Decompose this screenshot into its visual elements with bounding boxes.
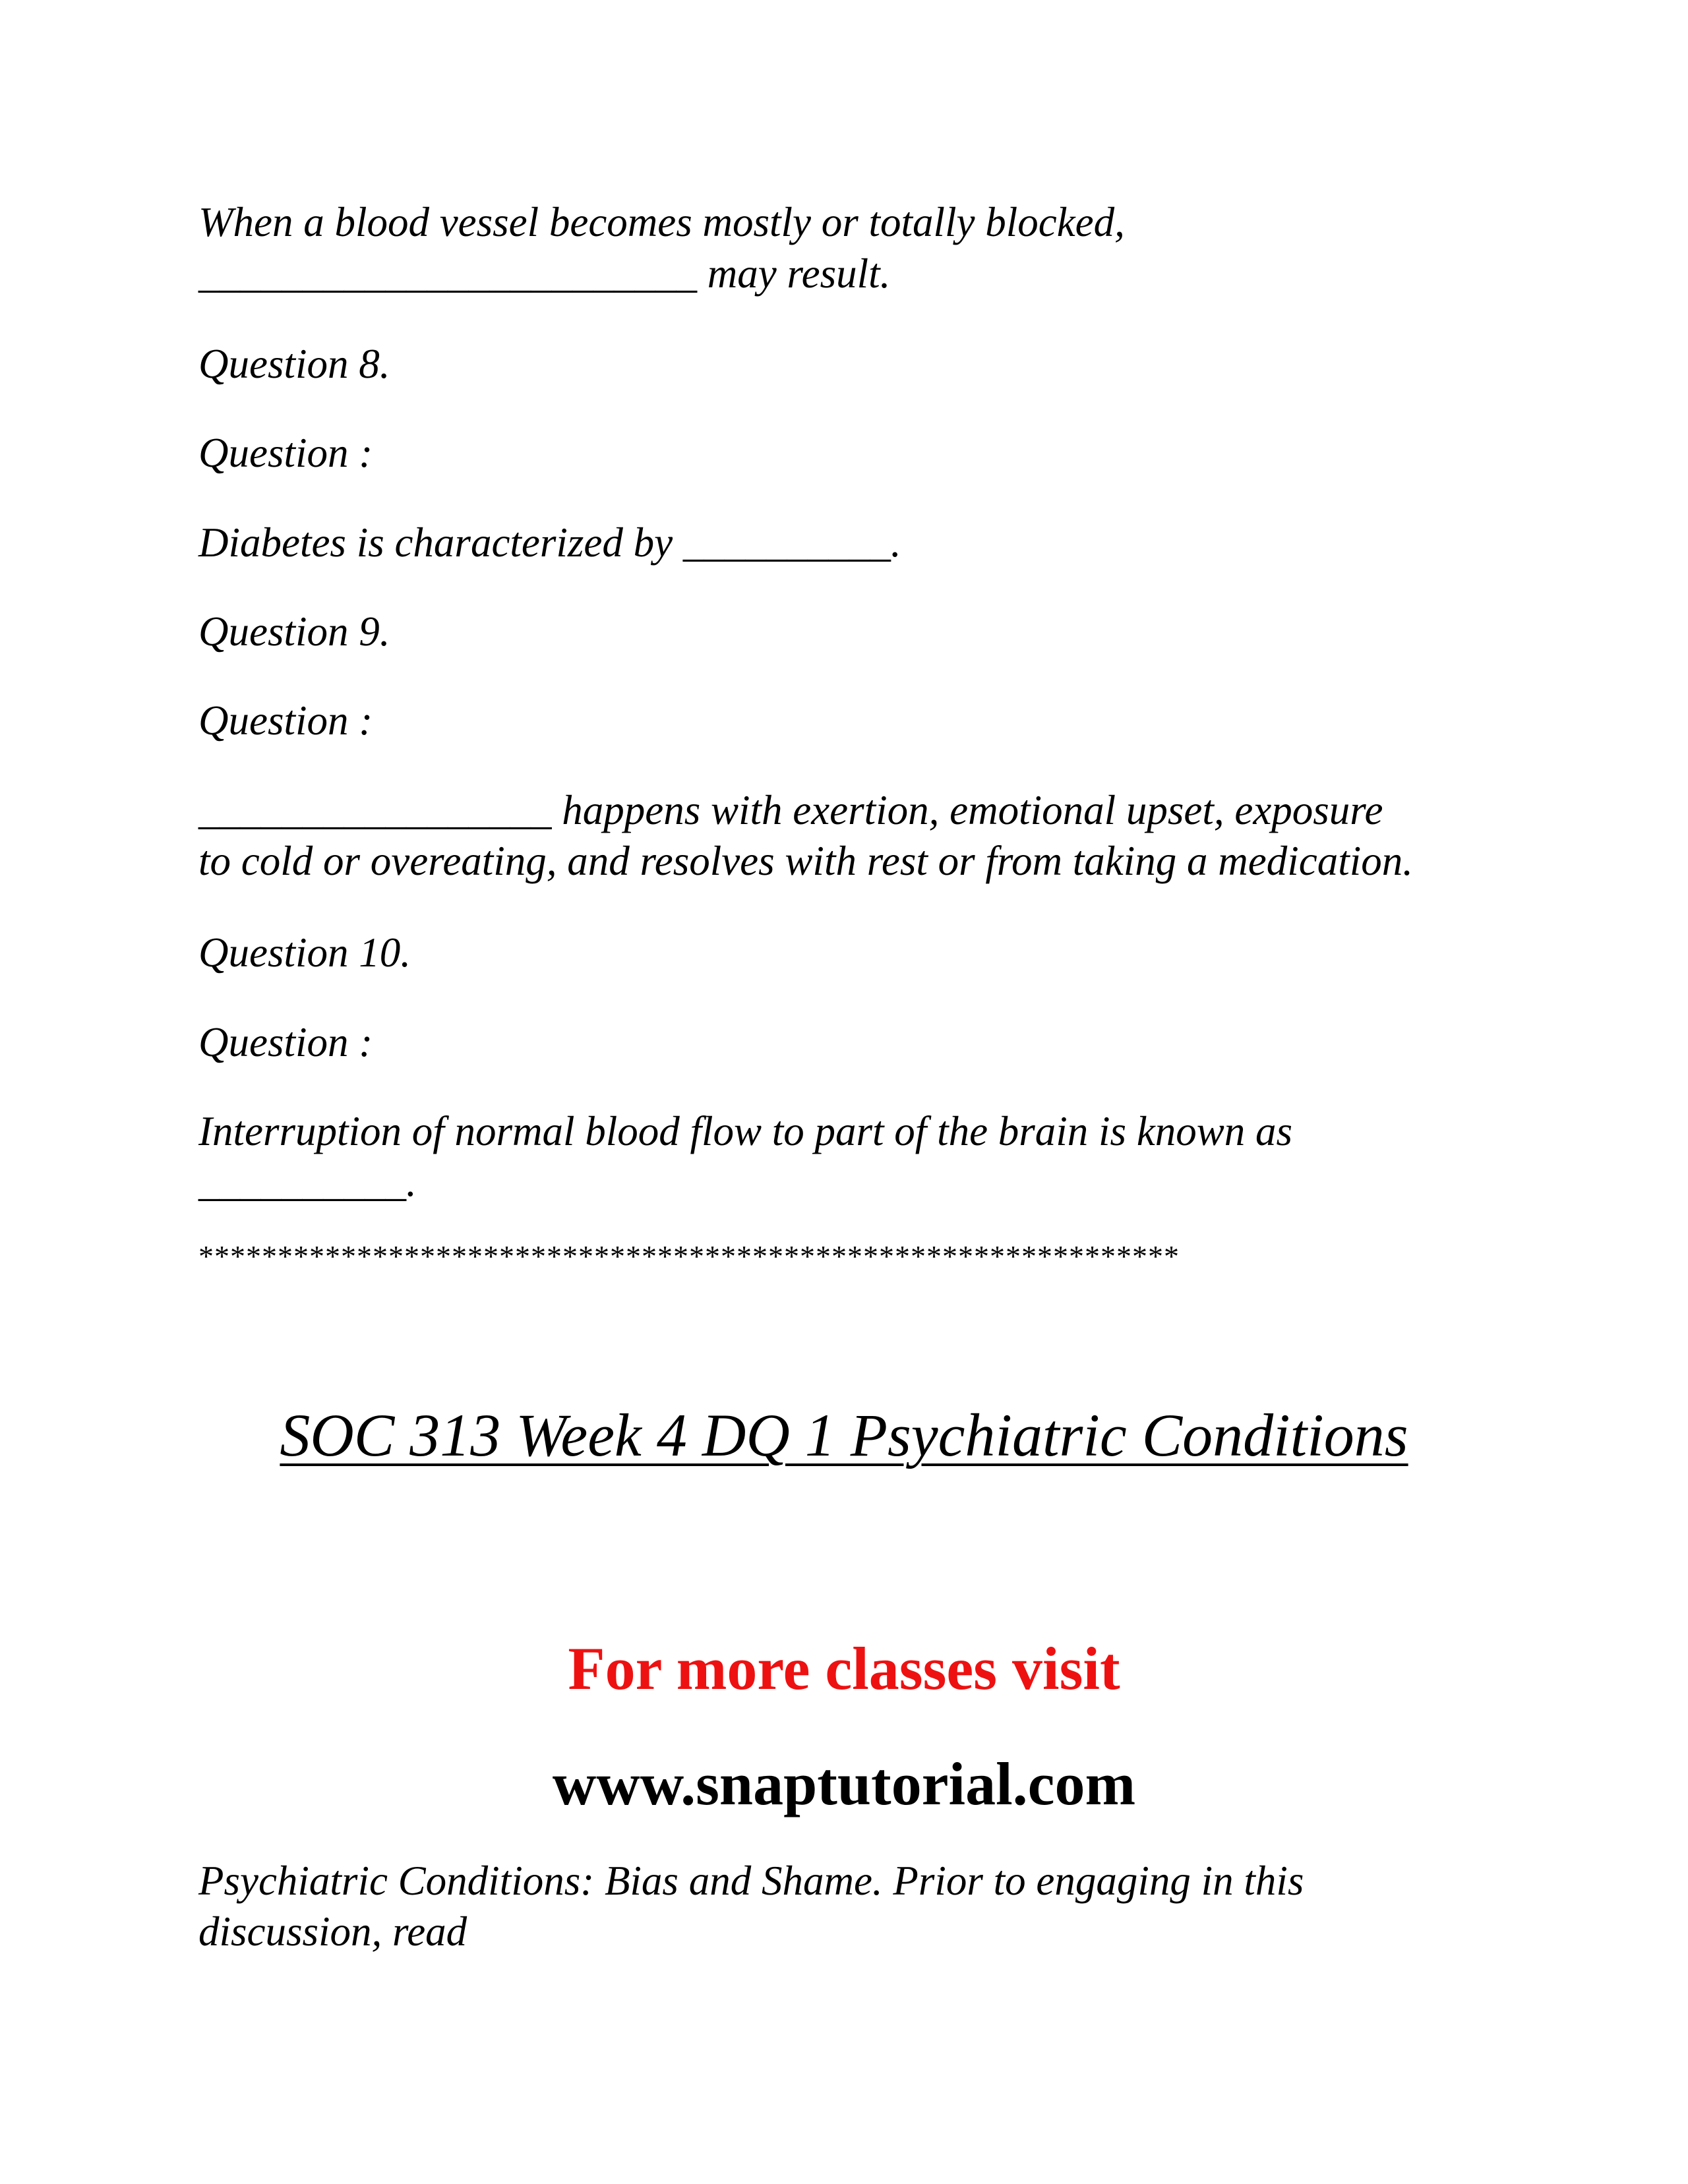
question-8-text: Diabetes is characterized by __________. bbox=[198, 519, 901, 566]
question-9-text-line-2: to cold or overeating, and resolves with rest or from taking a medication. bbox=[198, 838, 1413, 884]
question-9-heading: Question 9. bbox=[198, 608, 390, 655]
website-link[interactable]: www.snaptutorial.com bbox=[552, 1750, 1136, 1817]
question-7-text-line-2: ________________________ may result. bbox=[198, 251, 891, 297]
page-title: SOC 313 Week 4 DQ 1 Psychiatric Conditions bbox=[280, 1402, 1408, 1469]
question-7-text-line-1: When a blood vessel becomes mostly or totally blocked, bbox=[198, 199, 1125, 245]
intro-text-line-1: Psychiatric Conditions: Bias and Shame. Prior to engaging in this bbox=[198, 1858, 1304, 1904]
question-9-label: Question : bbox=[198, 697, 373, 744]
question-8-label: Question : bbox=[198, 430, 373, 476]
question-10-label: Question : bbox=[198, 1019, 373, 1065]
separator-line: ************************************************************** bbox=[198, 1239, 1180, 1273]
question-10-heading: Question 10. bbox=[198, 930, 411, 976]
question-9-text-line-1: _________________ happens with exertion, emotional upset, exposure bbox=[198, 787, 1383, 833]
question-10-text-line-2: __________. bbox=[198, 1159, 417, 1205]
intro-text-line-2: discussion, read bbox=[198, 1908, 467, 1955]
question-10-text-line-1: Interruption of normal blood flow to part of the brain is known as bbox=[198, 1108, 1293, 1154]
promo-text: For more classes visit bbox=[568, 1635, 1120, 1702]
question-8-heading: Question 8. bbox=[198, 341, 390, 387]
